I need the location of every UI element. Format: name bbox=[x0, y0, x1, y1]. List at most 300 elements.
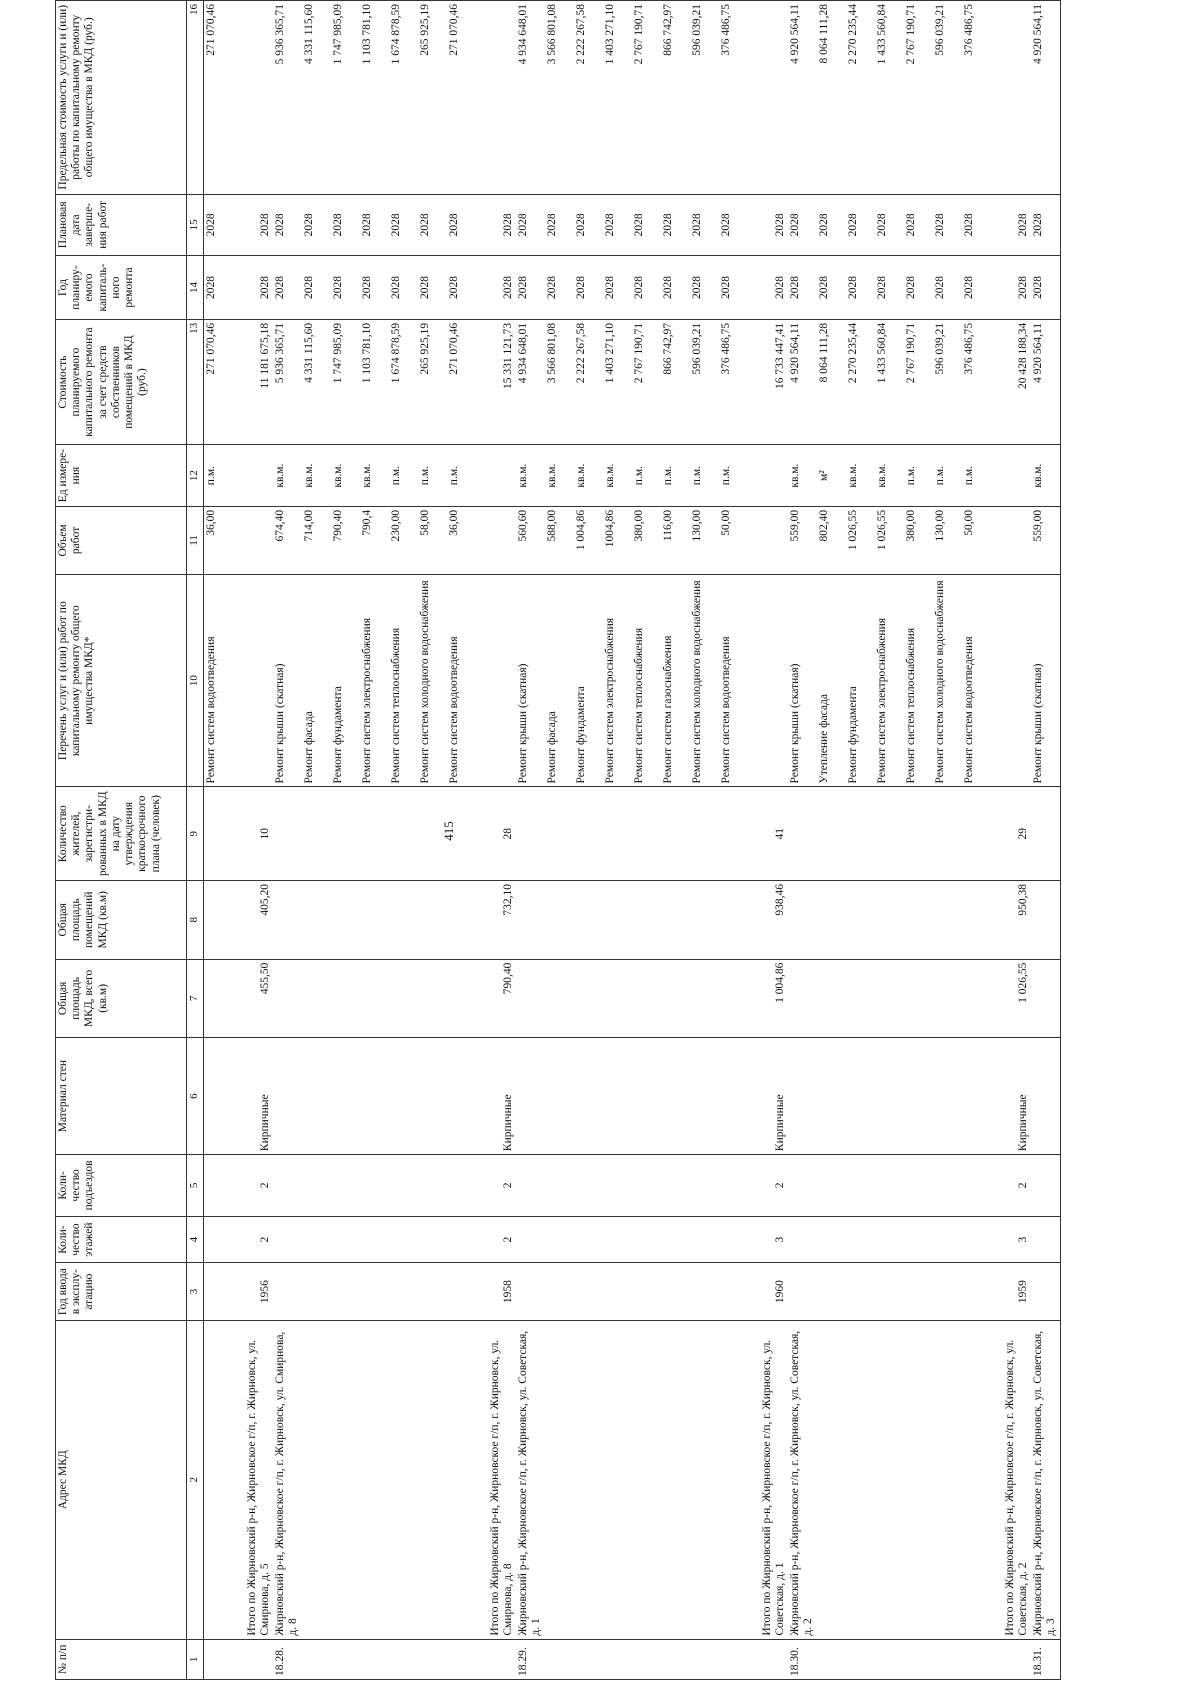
cell-col-12: кв.м. bbox=[788, 445, 817, 507]
cell-col-16: 376 486,75 bbox=[962, 1, 991, 195]
cell-col-14: 2028 bbox=[690, 256, 719, 320]
cell-col-8 bbox=[574, 880, 603, 959]
cell-col-9 bbox=[690, 787, 719, 881]
cell-col-3 bbox=[418, 1263, 447, 1320]
cell-col-13: 2 222 267,58 bbox=[574, 319, 603, 444]
table-row bbox=[788, 1, 817, 1680]
cell-col-12: п.м. bbox=[933, 445, 962, 507]
table-row bbox=[418, 1, 447, 1680]
cell-col-15: 2028 bbox=[476, 194, 516, 256]
cell-col-4 bbox=[204, 1216, 234, 1263]
cell-col-16 bbox=[476, 1, 516, 195]
table-row bbox=[516, 1, 545, 1680]
cell-col-16: 4 920 564,11 bbox=[1031, 1, 1061, 195]
cell-col-16: 2 767 190,71 bbox=[632, 1, 661, 195]
cell-col-4 bbox=[603, 1216, 632, 1263]
cell-col-2 bbox=[389, 1320, 418, 1639]
cell-col-11 bbox=[991, 506, 1031, 574]
cell-col-16: 265 925,19 bbox=[418, 1, 447, 195]
cell-col-9 bbox=[302, 787, 331, 881]
cell-col-8 bbox=[302, 880, 331, 959]
cell-col-11: 116,00 bbox=[661, 506, 690, 574]
cell-col-9 bbox=[545, 787, 574, 881]
cell-col-12: п.м. bbox=[719, 445, 748, 507]
cell-col-11: 559,00 bbox=[1031, 506, 1061, 574]
cell-col-5 bbox=[516, 1155, 545, 1217]
cell-col-15: 2028 bbox=[690, 194, 719, 256]
cell-col-6 bbox=[360, 1038, 389, 1155]
cell-col-11: 790,40 bbox=[331, 506, 360, 574]
cell-col-15: 2028 bbox=[389, 194, 418, 256]
column-number: 8 bbox=[187, 880, 204, 959]
cell-col-6 bbox=[516, 1038, 545, 1155]
cell-col-7 bbox=[389, 959, 418, 1038]
cell-col-2: Жирновский р-н, Жирновское г/п, г. Жирновск, ул. Советская, д. 1 bbox=[516, 1320, 545, 1639]
cell-col-9: 29 bbox=[991, 787, 1031, 881]
cell-col-16: 1 433 560,84 bbox=[875, 1, 904, 195]
cell-col-4 bbox=[360, 1216, 389, 1263]
cell-col-16: 2 270 235,44 bbox=[846, 1, 875, 195]
cell-col-15: 2028 bbox=[302, 194, 331, 256]
cell-col-4 bbox=[418, 1216, 447, 1263]
cell-col-4 bbox=[875, 1216, 904, 1263]
cell-col-11: 380,00 bbox=[904, 506, 933, 574]
cell-col-15: 2028 bbox=[204, 194, 234, 256]
cell-col-11 bbox=[748, 506, 788, 574]
cell-col-15: 2028 bbox=[574, 194, 603, 256]
cell-col-1 bbox=[904, 1639, 933, 1679]
cell-col-6 bbox=[933, 1038, 962, 1155]
cell-col-6 bbox=[875, 1038, 904, 1155]
cell-col-13: 1 747 985,09 bbox=[331, 319, 360, 444]
cell-col-15: 2028 bbox=[331, 194, 360, 256]
total-row bbox=[991, 1, 1031, 1680]
column-header: Общая площадь помещений МКД (кв.м) bbox=[56, 880, 187, 959]
cell-col-4: 3 bbox=[748, 1216, 788, 1263]
cell-col-12: п.м. bbox=[632, 445, 661, 507]
cell-col-4 bbox=[904, 1216, 933, 1263]
cell-col-8: 938,46 bbox=[748, 880, 788, 959]
cell-col-15: 2028 bbox=[545, 194, 574, 256]
cell-col-8 bbox=[331, 880, 360, 959]
cell-col-16: 2 767 190,71 bbox=[904, 1, 933, 195]
column-header: Предельная стоимость услуги и (или) работы по капитальному ремонту общего имущества в МКД (руб.) bbox=[56, 1, 187, 195]
column-number: 1 bbox=[187, 1639, 204, 1679]
cell-col-10: Ремонт систем холодного водоснабжения bbox=[933, 574, 962, 787]
cell-col-14: 2028 bbox=[661, 256, 690, 320]
cell-col-8 bbox=[661, 880, 690, 959]
cell-col-10 bbox=[991, 574, 1031, 787]
cell-col-16: 3 566 801,08 bbox=[545, 1, 574, 195]
cell-col-2 bbox=[632, 1320, 661, 1639]
cell-col-7: 455,50 bbox=[233, 959, 273, 1038]
cell-col-2 bbox=[933, 1320, 962, 1639]
cell-col-13: 4 934 648,01 bbox=[516, 319, 545, 444]
column-header: Год планиру-емого капиталь-ного ремонта bbox=[56, 256, 187, 320]
cell-col-16: 4 331 115,60 bbox=[302, 1, 331, 195]
cell-col-9 bbox=[331, 787, 360, 881]
cell-col-14: 2028 bbox=[991, 256, 1031, 320]
cell-col-15: 2028 bbox=[817, 194, 846, 256]
cell-col-4: 2 bbox=[476, 1216, 516, 1263]
cell-col-10: Ремонт фундамента bbox=[846, 574, 875, 787]
cell-col-4 bbox=[719, 1216, 748, 1263]
cell-col-12: кв.м. bbox=[516, 445, 545, 507]
cell-col-11: 1 026,55 bbox=[875, 506, 904, 574]
table-row bbox=[661, 1, 690, 1680]
column-header: Материал стен bbox=[56, 1038, 187, 1155]
cell-col-5 bbox=[204, 1155, 234, 1217]
table-row bbox=[302, 1, 331, 1680]
cell-col-1 bbox=[447, 1639, 476, 1679]
table-row bbox=[690, 1, 719, 1680]
cell-col-5 bbox=[1031, 1155, 1061, 1217]
column-number: 11 bbox=[187, 506, 204, 574]
cell-col-6 bbox=[817, 1038, 846, 1155]
cell-col-7 bbox=[933, 959, 962, 1038]
cell-col-13: 596 039,21 bbox=[933, 319, 962, 444]
cell-col-4 bbox=[302, 1216, 331, 1263]
cell-col-5 bbox=[418, 1155, 447, 1217]
cell-col-3 bbox=[1031, 1263, 1061, 1320]
cell-col-9 bbox=[516, 787, 545, 881]
cell-col-14: 2028 bbox=[360, 256, 389, 320]
cell-col-2 bbox=[574, 1320, 603, 1639]
table-row bbox=[603, 1, 632, 1680]
cell-col-9 bbox=[788, 787, 817, 881]
cell-col-11 bbox=[233, 506, 273, 574]
cell-col-2: Жирновский р-н, Жирновское г/п, г. Жирновск, ул. Смирнова, д. 8 bbox=[273, 1320, 302, 1639]
cell-col-14: 2028 bbox=[962, 256, 991, 320]
cell-col-5: 2 bbox=[233, 1155, 273, 1217]
cell-col-11: 1004,86 bbox=[603, 506, 632, 574]
cell-col-16: 271 070,46 bbox=[204, 1, 234, 195]
cell-col-1 bbox=[331, 1639, 360, 1679]
cell-col-14: 2028 bbox=[204, 256, 234, 320]
table-row bbox=[545, 1, 574, 1680]
cell-col-2 bbox=[846, 1320, 875, 1639]
cell-col-15: 2028 bbox=[273, 194, 302, 256]
cell-col-15: 2028 bbox=[846, 194, 875, 256]
cell-col-14: 2028 bbox=[875, 256, 904, 320]
cell-col-8 bbox=[360, 880, 389, 959]
cell-col-14: 2028 bbox=[331, 256, 360, 320]
cell-col-14: 2028 bbox=[302, 256, 331, 320]
cell-col-12: п.м. bbox=[389, 445, 418, 507]
cell-col-6: Кирпичные bbox=[233, 1038, 273, 1155]
cell-col-2 bbox=[962, 1320, 991, 1639]
cell-col-10 bbox=[748, 574, 788, 787]
cell-col-6 bbox=[204, 1038, 234, 1155]
cell-col-12: п.м. bbox=[418, 445, 447, 507]
cell-col-10: Ремонт систем теплоснабжения bbox=[632, 574, 661, 787]
cell-col-1: 18.28. bbox=[273, 1639, 302, 1679]
cell-col-15: 2028 bbox=[418, 194, 447, 256]
cell-col-6: Кирпичные bbox=[476, 1038, 516, 1155]
cell-col-12: п.м. bbox=[447, 445, 476, 507]
total-row bbox=[748, 1, 788, 1680]
cell-col-11: 50,00 bbox=[962, 506, 991, 574]
table-row bbox=[962, 1, 991, 1680]
cell-col-4 bbox=[632, 1216, 661, 1263]
cell-col-16: 5 936 365,71 bbox=[273, 1, 302, 195]
cell-col-11: 36,00 bbox=[204, 506, 234, 574]
column-header: Коли-чество этажей bbox=[56, 1216, 187, 1263]
cell-col-5 bbox=[389, 1155, 418, 1217]
cell-col-1 bbox=[360, 1639, 389, 1679]
cell-col-4 bbox=[389, 1216, 418, 1263]
cell-col-10: Ремонт крыши (скатная) bbox=[1031, 574, 1061, 787]
cell-col-16: 1 403 271,10 bbox=[603, 1, 632, 195]
cell-col-4 bbox=[574, 1216, 603, 1263]
cell-col-7 bbox=[302, 959, 331, 1038]
cell-col-1 bbox=[204, 1639, 234, 1679]
cell-col-16: 8 064 111,28 bbox=[817, 1, 846, 195]
column-header: Год ввода в эксплу-атацию bbox=[56, 1263, 187, 1320]
column-number: 9 bbox=[187, 787, 204, 881]
cell-col-1 bbox=[933, 1639, 962, 1679]
cell-col-3 bbox=[788, 1263, 817, 1320]
cell-col-14: 2028 bbox=[476, 256, 516, 320]
cell-col-12: кв.м. bbox=[273, 445, 302, 507]
cell-col-8 bbox=[817, 880, 846, 959]
cell-col-14: 2028 bbox=[632, 256, 661, 320]
cell-col-9: 28 bbox=[476, 787, 516, 881]
cell-col-3 bbox=[661, 1263, 690, 1320]
cell-col-12: кв.м. bbox=[846, 445, 875, 507]
cell-col-12: кв.м. bbox=[545, 445, 574, 507]
cell-col-15: 2028 bbox=[991, 194, 1031, 256]
cell-col-4 bbox=[933, 1216, 962, 1263]
cell-col-1 bbox=[233, 1639, 273, 1679]
cell-col-3 bbox=[574, 1263, 603, 1320]
cell-col-5 bbox=[719, 1155, 748, 1217]
cell-col-13: 866 742,97 bbox=[661, 319, 690, 444]
cell-col-10: Ремонт систем водоотведения bbox=[447, 574, 476, 787]
cell-col-4 bbox=[273, 1216, 302, 1263]
cell-col-3: 1958 bbox=[476, 1263, 516, 1320]
cell-col-9 bbox=[418, 787, 447, 881]
cell-col-9 bbox=[447, 787, 476, 881]
cell-col-2 bbox=[418, 1320, 447, 1639]
cell-col-1 bbox=[690, 1639, 719, 1679]
cell-col-1: 18.29. bbox=[516, 1639, 545, 1679]
cell-col-5 bbox=[933, 1155, 962, 1217]
cell-col-10: Ремонт фундамента bbox=[574, 574, 603, 787]
cell-col-5: 2 bbox=[991, 1155, 1031, 1217]
cell-col-12: п.м. bbox=[661, 445, 690, 507]
cell-col-16: 271 070,46 bbox=[447, 1, 476, 195]
cell-col-12: кв.м. bbox=[331, 445, 360, 507]
cell-col-14: 2028 bbox=[788, 256, 817, 320]
cell-col-9 bbox=[933, 787, 962, 881]
cell-col-4: 2 bbox=[233, 1216, 273, 1263]
cell-col-12: м² bbox=[817, 445, 846, 507]
cell-col-10 bbox=[476, 574, 516, 787]
cell-col-7 bbox=[817, 959, 846, 1038]
column-number: 6 bbox=[187, 1038, 204, 1155]
cell-col-2: Итого по Жирновский р-н, Жирновское г/п, г. Жирновск, ул. Смирнова, д. 8 bbox=[476, 1320, 516, 1639]
cell-col-9 bbox=[389, 787, 418, 881]
cell-col-13: 1 433 560,84 bbox=[875, 319, 904, 444]
cell-col-10: Ремонт систем электроснабжения bbox=[875, 574, 904, 787]
cell-col-11: 380,00 bbox=[632, 506, 661, 574]
column-header: Общая площадь МКД, всего (кв.м) bbox=[56, 959, 187, 1038]
cell-col-15: 2028 bbox=[516, 194, 545, 256]
cell-col-2 bbox=[302, 1320, 331, 1639]
cell-col-14: 2028 bbox=[418, 256, 447, 320]
cell-col-1 bbox=[476, 1639, 516, 1679]
cell-col-11: 50,00 bbox=[719, 506, 748, 574]
cell-col-7 bbox=[360, 959, 389, 1038]
cell-col-7 bbox=[719, 959, 748, 1038]
cell-col-1 bbox=[719, 1639, 748, 1679]
cell-col-3: 1960 bbox=[748, 1263, 788, 1320]
cell-col-7 bbox=[690, 959, 719, 1038]
cell-col-9 bbox=[574, 787, 603, 881]
cell-col-6 bbox=[447, 1038, 476, 1155]
cell-col-15: 2028 bbox=[933, 194, 962, 256]
cell-col-9 bbox=[632, 787, 661, 881]
cell-col-4 bbox=[516, 1216, 545, 1263]
cell-col-11: 1 026,55 bbox=[846, 506, 875, 574]
cell-col-15: 2028 bbox=[1031, 194, 1061, 256]
column-number: 12 bbox=[187, 445, 204, 507]
cell-col-16: 4 920 564,11 bbox=[788, 1, 817, 195]
cell-col-6 bbox=[389, 1038, 418, 1155]
cell-col-7 bbox=[204, 959, 234, 1038]
cell-col-2 bbox=[360, 1320, 389, 1639]
cell-col-16: 596 039,21 bbox=[933, 1, 962, 195]
cell-col-13: 2 270 235,44 bbox=[846, 319, 875, 444]
cell-col-2 bbox=[545, 1320, 574, 1639]
cell-col-6 bbox=[632, 1038, 661, 1155]
cell-col-2: Итого по Жирновский р-н, Жирновское г/п, г. Жирновск, ул. Смирнова, д. 5 bbox=[233, 1320, 273, 1639]
cell-col-8 bbox=[875, 880, 904, 959]
cell-col-1 bbox=[603, 1639, 632, 1679]
cell-col-8 bbox=[418, 880, 447, 959]
cell-col-3 bbox=[962, 1263, 991, 1320]
cell-col-2: Итого по Жирновский р-н, Жирновское г/п, г. Жирновск, ул. Советская, д. 1 bbox=[748, 1320, 788, 1639]
cell-col-13: 2 767 190,71 bbox=[632, 319, 661, 444]
cell-col-12 bbox=[233, 445, 273, 507]
cell-col-11: 58,00 bbox=[418, 506, 447, 574]
column-header: Коли-чество подъездов bbox=[56, 1155, 187, 1217]
cell-col-14: 2028 bbox=[545, 256, 574, 320]
cell-col-10: Ремонт систем электроснабжения bbox=[603, 574, 632, 787]
table-row bbox=[1031, 1, 1061, 1680]
cell-col-9 bbox=[846, 787, 875, 881]
cell-col-5 bbox=[360, 1155, 389, 1217]
cell-col-12 bbox=[476, 445, 516, 507]
cell-col-10: Ремонт систем водоотведения bbox=[719, 574, 748, 787]
cell-col-14: 2028 bbox=[447, 256, 476, 320]
column-number: 2 bbox=[187, 1320, 204, 1639]
cell-col-16 bbox=[991, 1, 1031, 195]
repair-plan-table bbox=[55, 0, 1061, 1680]
column-header: Ед измере-ния bbox=[56, 445, 187, 507]
cell-col-13: 4 920 564,11 bbox=[788, 319, 817, 444]
column-header: Объем работ bbox=[56, 506, 187, 574]
cell-col-8 bbox=[846, 880, 875, 959]
column-header: Количество жителей, зарегистри-рованных в МКД на дату утверждения краткосрочного плана (человек) bbox=[56, 787, 187, 881]
cell-col-15: 2028 bbox=[875, 194, 904, 256]
column-number: 10 bbox=[187, 574, 204, 787]
cell-col-7: 1 004,86 bbox=[748, 959, 788, 1038]
table-row bbox=[817, 1, 846, 1680]
cell-col-7: 790,40 bbox=[476, 959, 516, 1038]
cell-col-11: 674,40 bbox=[273, 506, 302, 574]
cell-col-5 bbox=[661, 1155, 690, 1217]
cell-col-7 bbox=[447, 959, 476, 1038]
cell-col-11: 1 004,86 bbox=[574, 506, 603, 574]
cell-col-9 bbox=[904, 787, 933, 881]
cell-col-6 bbox=[661, 1038, 690, 1155]
cell-col-8 bbox=[603, 880, 632, 959]
table-row bbox=[933, 1, 962, 1680]
cell-col-11: 714,00 bbox=[302, 506, 331, 574]
cell-col-3 bbox=[545, 1263, 574, 1320]
cell-col-7 bbox=[962, 959, 991, 1038]
cell-col-12: п.м. bbox=[690, 445, 719, 507]
column-header: Плановая дата заверше-ния работ bbox=[56, 194, 187, 256]
cell-col-14: 2028 bbox=[719, 256, 748, 320]
cell-col-8 bbox=[632, 880, 661, 959]
cell-col-5 bbox=[846, 1155, 875, 1217]
cell-col-12: кв.м. bbox=[302, 445, 331, 507]
cell-col-8 bbox=[389, 880, 418, 959]
cell-col-10: Ремонт систем электроснабжения bbox=[360, 574, 389, 787]
cell-col-2 bbox=[719, 1320, 748, 1639]
cell-col-14: 2028 bbox=[516, 256, 545, 320]
cell-col-8 bbox=[904, 880, 933, 959]
cell-col-13: 271 070,46 bbox=[447, 319, 476, 444]
column-number: 5 bbox=[187, 1155, 204, 1217]
cell-col-3 bbox=[690, 1263, 719, 1320]
cell-col-5 bbox=[545, 1155, 574, 1217]
cell-col-11: 230,00 bbox=[389, 506, 418, 574]
cell-col-3 bbox=[719, 1263, 748, 1320]
cell-col-4 bbox=[788, 1216, 817, 1263]
table-row bbox=[719, 1, 748, 1680]
cell-col-13: 8 064 111,28 bbox=[817, 319, 846, 444]
rotated-page bbox=[55, 0, 1200, 1680]
cell-col-12: п.м. bbox=[904, 445, 933, 507]
cell-col-11: 790,4 bbox=[360, 506, 389, 574]
cell-col-5 bbox=[962, 1155, 991, 1217]
cell-col-7 bbox=[875, 959, 904, 1038]
cell-col-13: 265 925,19 bbox=[418, 319, 447, 444]
cell-col-15: 2028 bbox=[360, 194, 389, 256]
cell-col-2: Итого по Жирновский р-н, Жирновское г/п, г. Жирновск, ул. Советская, д. 2 bbox=[991, 1320, 1031, 1639]
cell-col-2 bbox=[603, 1320, 632, 1639]
cell-col-5 bbox=[690, 1155, 719, 1217]
table-row bbox=[846, 1, 875, 1680]
cell-col-6 bbox=[962, 1038, 991, 1155]
cell-col-5 bbox=[875, 1155, 904, 1217]
cell-col-4 bbox=[1031, 1216, 1061, 1263]
cell-col-2 bbox=[204, 1320, 234, 1639]
cell-col-16: 1 747 985,09 bbox=[331, 1, 360, 195]
cell-col-1: 18.30. bbox=[788, 1639, 817, 1679]
cell-col-10: Ремонт систем водоотведения bbox=[204, 574, 234, 787]
cell-col-7: 1 026,55 bbox=[991, 959, 1031, 1038]
cell-col-9 bbox=[817, 787, 846, 881]
cell-col-11: 130,00 bbox=[690, 506, 719, 574]
cell-col-3 bbox=[273, 1263, 302, 1320]
cell-col-10: Ремонт фасада bbox=[302, 574, 331, 787]
cell-col-8 bbox=[719, 880, 748, 959]
